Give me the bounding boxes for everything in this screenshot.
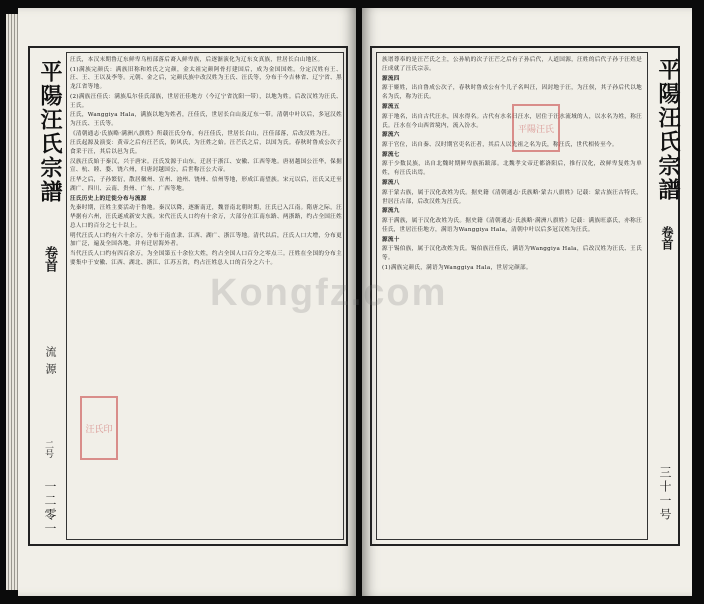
right-spine-volume: 卷首 (660, 226, 674, 250)
paragraph: 族谱尊奉的是汪芒氏之主，公孙轨的次子汪芒之后有子孙后代，人道国源，汪姓的后代子孙于汪姓是汪成就了汪氏宗亲。 (382, 57, 642, 72)
footer-line: (1)满族完颜氏，满语为Wanggiya Hala，世居完颜部。 (382, 264, 532, 271)
left-section-label: 流源 (44, 346, 57, 380)
section-heading: 源流七 (382, 151, 400, 158)
paragraph: 汪氏起源及演变：黄帝之后有汪芒氏，防风氏，为汪姓之始。汪芒氏之后，以国为氏。春秋时鲁成公次子食采于汪，其后以邑为氏。 (70, 140, 342, 156)
watermark: Kongfz.com (210, 272, 448, 314)
section-heading: 源流五 (382, 104, 400, 111)
section-heading: 源流十 (382, 236, 400, 243)
paragraph: 汪氏，Wanggiya Hala，满族以地为姓者，汪佳氏，世居长白山及辽东一带。清朝中叶以后，多冠汉姓为汪氏、王氏等。 (70, 112, 342, 128)
red-seal-stamp: 平陽汪氏 (512, 104, 560, 152)
section-heading: 源流六 (382, 132, 400, 139)
paragraph: 源于锡伯族，属于汉化改姓为氏。锡伯族汪佳氏，满语为Wanggiya Hala，后改汉姓为汪氏、王氏等。 (382, 246, 642, 262)
red-seal-stamp: 汪氏印 (80, 396, 118, 460)
paragraph: 汪氏，本汉末期鲁辽东鲜卑乌桓部落后裔入鲜卑族，后逐渐演化为辽东女真族，世居长白山地区。 (70, 57, 324, 63)
section-heading: 源流八 (382, 180, 400, 187)
section-heading: 源流九 (382, 208, 400, 215)
page-stack-edge (6, 14, 18, 590)
paragraph: (2)满族汪佳氏：满族瓜尔佳氏部族，世居汪佳地方（今辽宁省沈阳一带），以地为姓。后改汉姓为汪氏、王氏。 (70, 93, 342, 109)
left-page-number: 二号 (43, 440, 53, 458)
paragraph: 汉族汪氏始于秦汉，兴于唐宋。汪氏发源于山东，迁居于浙江、安徽、江西等地。唐初越国公汪华，保据宣、杭、睦、婺、饶六州，归唐封越国公，后世称汪公大帝。 (70, 158, 342, 174)
section-heading: 汪氏历史上的迁徙分布与流源 (70, 195, 147, 202)
section-heading: 源流四 (382, 75, 400, 82)
paragraph: 先秦时期，汪姓主要活动于鲁地。秦汉以降，逐渐南迁，魏晋南北朝时期，汪氏已入江南。隋唐之际，汪华据有六州，汪氏遂成新安大族。宋代汪氏人口约有十余万，大部分在江南东路、两浙路，约占全国汪姓总人口的百分之七十以上。 (70, 205, 342, 230)
paragraph: 源于姬姓，出自鲁成公次子，春秋时鲁成公有个儿子名叫汪，因封地于汪，为汪侯，其子孙后代以地名为氏，称为汪氏。 (382, 85, 642, 101)
paragraph: 源于蒙古族，属于汉化改姓为氏。据史籍《清朝通志·氏族略·蒙古八旗姓》记载：蒙古族汪古特氏，世居汪古部，后改汉姓为汪氏。 (382, 189, 642, 205)
paragraph: 明代汪氏人口约有六十余万，分布于南直隶、江西、湖广、浙江等地。清代以后，汪氏人口大增，分布更加广泛，遍及全国各地，并有迁居海外者。 (70, 232, 342, 248)
paragraph: 源于官位，出自秦、汉时期官吏名汪者，其后人以先祖之名为氏，称汪氏，世代相传至今。 (382, 141, 618, 148)
paragraph: 源于满族，属于汉化改姓为氏。据史籍《清朝通志·氏族略·满洲八旗姓》记载：满族旺嘉氏，亦称汪佳氏，世居汪佳地方，满语为Wanggiya Hala，清朝中叶以后多冠汉姓为汪氏。 (382, 217, 642, 233)
right-spine-title: 平陽汪氏宗譜 (655, 58, 681, 202)
left-spine-volume: 卷首 (42, 246, 57, 272)
right-page-number-vertical: 三十一号 (658, 466, 672, 522)
paragraph: 《清朝通志·氏族略·满洲八旗姓》所载汪氏分布，有汪佳氏，世居长白山，汪佳部落，后改汉姓为汪。 (70, 130, 334, 137)
paragraph: 源于少数民族，出自北魏时期鲜卑族拓跋部。北魏孝文帝迁都洛阳后，推行汉化，改鲜卑复姓为单姓，有汪氏出焉。 (382, 161, 642, 177)
left-spine-title: 平陽汪氏宗譜 (37, 60, 63, 204)
paragraph: 当代汪氏人口约有四百余万，为全国第五十余位大姓，约占全国人口百分之零点三。汪姓在全国的分布主要集中于安徽、江西、湖北、浙江、江苏五省，约占汪姓总人口的百分之六十。 (70, 250, 342, 266)
left-page-number-vertical: 一二零一 (43, 480, 57, 536)
paragraph: 汪华之后，子孙繁衍，散居徽州、宣州、池州、饶州、信州等地，形成江南望族。宋元以后，汪氏又迁至湖广、四川、云南、贵州、广东、广西等地。 (70, 176, 342, 192)
paragraph: (1)满族完颜氏：满族旧称和姓氏之完颜，金太祖完颜阿骨打建国后，成为金国国姓。分定汉姓有王、汪、王、王以及李等。元朝、金之后，完颜氏族中改汉姓为王氏、汪氏等，分布于今吉林省、辽宁省、黑龙江省等地。 (70, 66, 342, 91)
paragraph: 源于地名，出自古代汪水，因水得名。古代有水名曰汪水，居住于汪水流域的人，以水名为姓，称汪氏。汪水在今山西省境内，流入汾水。 (382, 113, 642, 129)
